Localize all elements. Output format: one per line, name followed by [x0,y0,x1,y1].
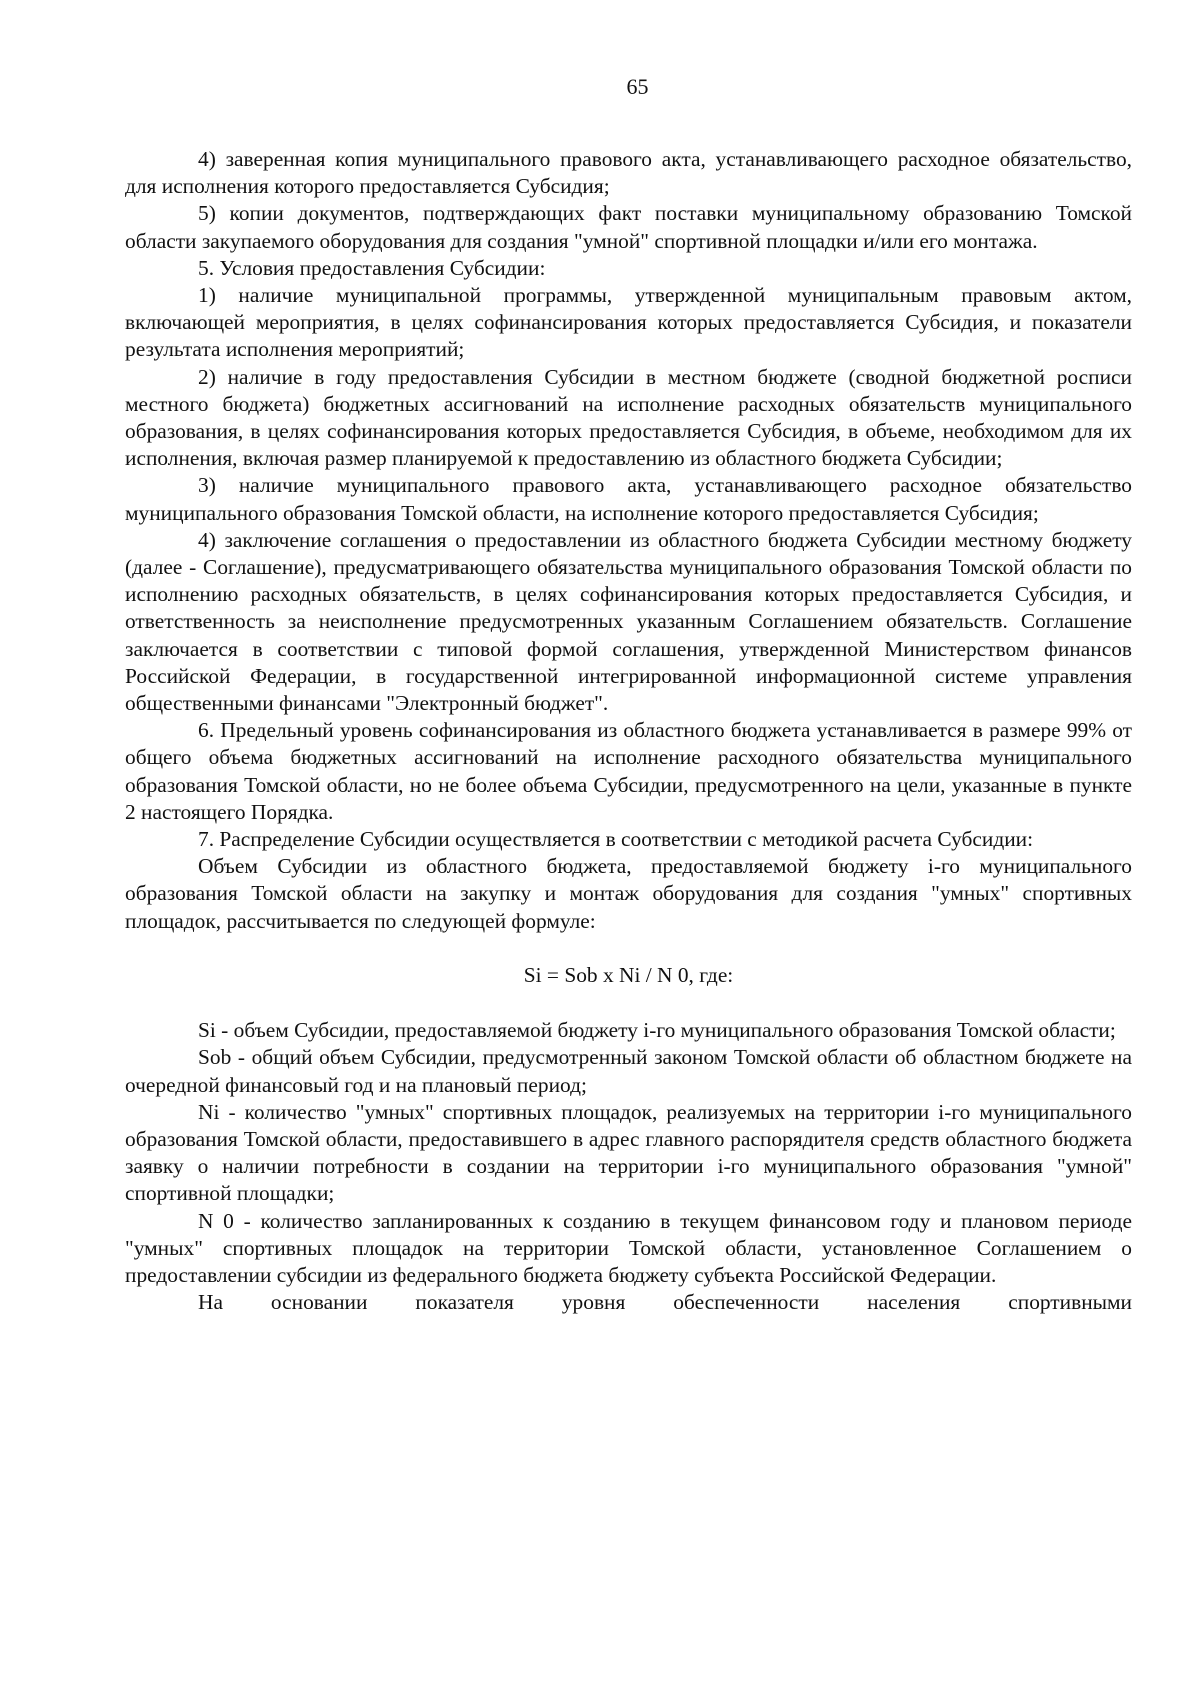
definition-sob: Sob - общий объем Субсидии, предусмотренный законом Томской области об областном бюджете на очередной финансовый год и на плановый период; [125,1045,1132,1097]
trailing-paragraph: На основании показателя уровня обеспеченности населения спортивными [198,1290,1132,1315]
condition-3-legal-act: 3) наличие муниципального правового акта, устанавливающего расходное обязательство муниципального образования Томской области, на исполнение которого предоставляется Субсидия; [125,473,1132,525]
section-5-heading: 5. Условия предоставления Субсидии: [198,255,546,280]
subsidy-formula: Si = Sob x Ni / N 0, где: [523,962,734,987]
section-7-distribution: 7. Распределение Субсидии осуществляется в соответствии с методикой расчета Субсидии: [198,827,1034,852]
definition-n0: N 0 - количество запланированных к созданию в текущем финансовом году и плановом периоде "умных" спортивных площадок на территории Томской области, установленное Соглашением о предоставлении субсидии из федерального бюджета бюджету субъекта Российской Федерации. [125,1208,1132,1287]
page-number: 65 [626,74,649,99]
definition-ni: Ni - количество "умных" спортивных площадок, реализуемых на территории i-го муниципального образования Томской области, предоставившего в адрес главного распорядителя средств областного бюджета заявку о наличии потребности в создании на территории i-го муниципального образования "умной" спортивной площадки; [125,1099,1132,1206]
condition-2-budget: 2) наличие в году предоставления Субсидии в местном бюджете (сводной бюджетной росписи местного бюджета) бюджетных ассигнований на исполнение расходных обязательств муниципального образования, в целях софинансирования которых предоставляется Субсидия, в объеме, необходимом для их исполнения, включая размер планируемой к предоставлению из областного бюджета Субсидии; [125,364,1132,471]
condition-1-program: 1) наличие муниципальной программы, утвержденной муниципальным правовым актом, включающей мероприятия, в целях софинансирования которых предоставляется Субсидия, и показатели результата исполнения мероприятий; [125,283,1132,362]
document-body [125,146,1132,1316]
condition-4-agreement: 4) заключение соглашения о предоставлении из областного бюджета Субсидии местному бюджету (далее - Соглашение), предусматривающего обязательства муниципального образования Томской области по исполнению расходных обязательств, в целях софинансирования которых предоставляется Субсидия, и ответственность за неисполнение предусмотренных указанным Соглашением обязательств. Соглашение заключается в соответствии с типовой формой соглашения, утвержденной Министерством финансов Российской Федерации, в государственной интегрированной информационной системе управления общественными финансами "Электронный бюджет". [125,527,1132,716]
paragraph-item-5-documents: 5) копии документов, подтверждающих факт поставки муниципальному образованию Томской области закупаемого оборудования для создания "умной" спортивной площадки и/или его монтажа. [125,201,1132,253]
definition-si: Si - объем Субсидии, предоставляемой бюджету i-го муниципального образования Томской области; [198,1018,1116,1043]
paragraph-item-4-copy: 4) заверенная копия муниципального правового акта, устанавливающего расходное обязательство, для исполнения которого предоставляется Субсидия; [125,147,1132,199]
section-6-cofinancing: 6. Предельный уровень софинансирования из областного бюджета устанавливается в размере 99% от общего объема бюджетных ассигнований на исполнение расходного обязательства муниципального образования Томской области, но не более объема Субсидии, предусмотренного на цели, указанные в пункте 2 настоящего Порядка. [125,718,1132,824]
subsidy-volume-intro: Объем Субсидии из областного бюджета, предоставляемой бюджету i-го муниципального образования Томской области на закупку и монтаж оборудования для создания "умных" спортивных площадок, рассчитывается по следующей формуле: [125,854,1132,933]
